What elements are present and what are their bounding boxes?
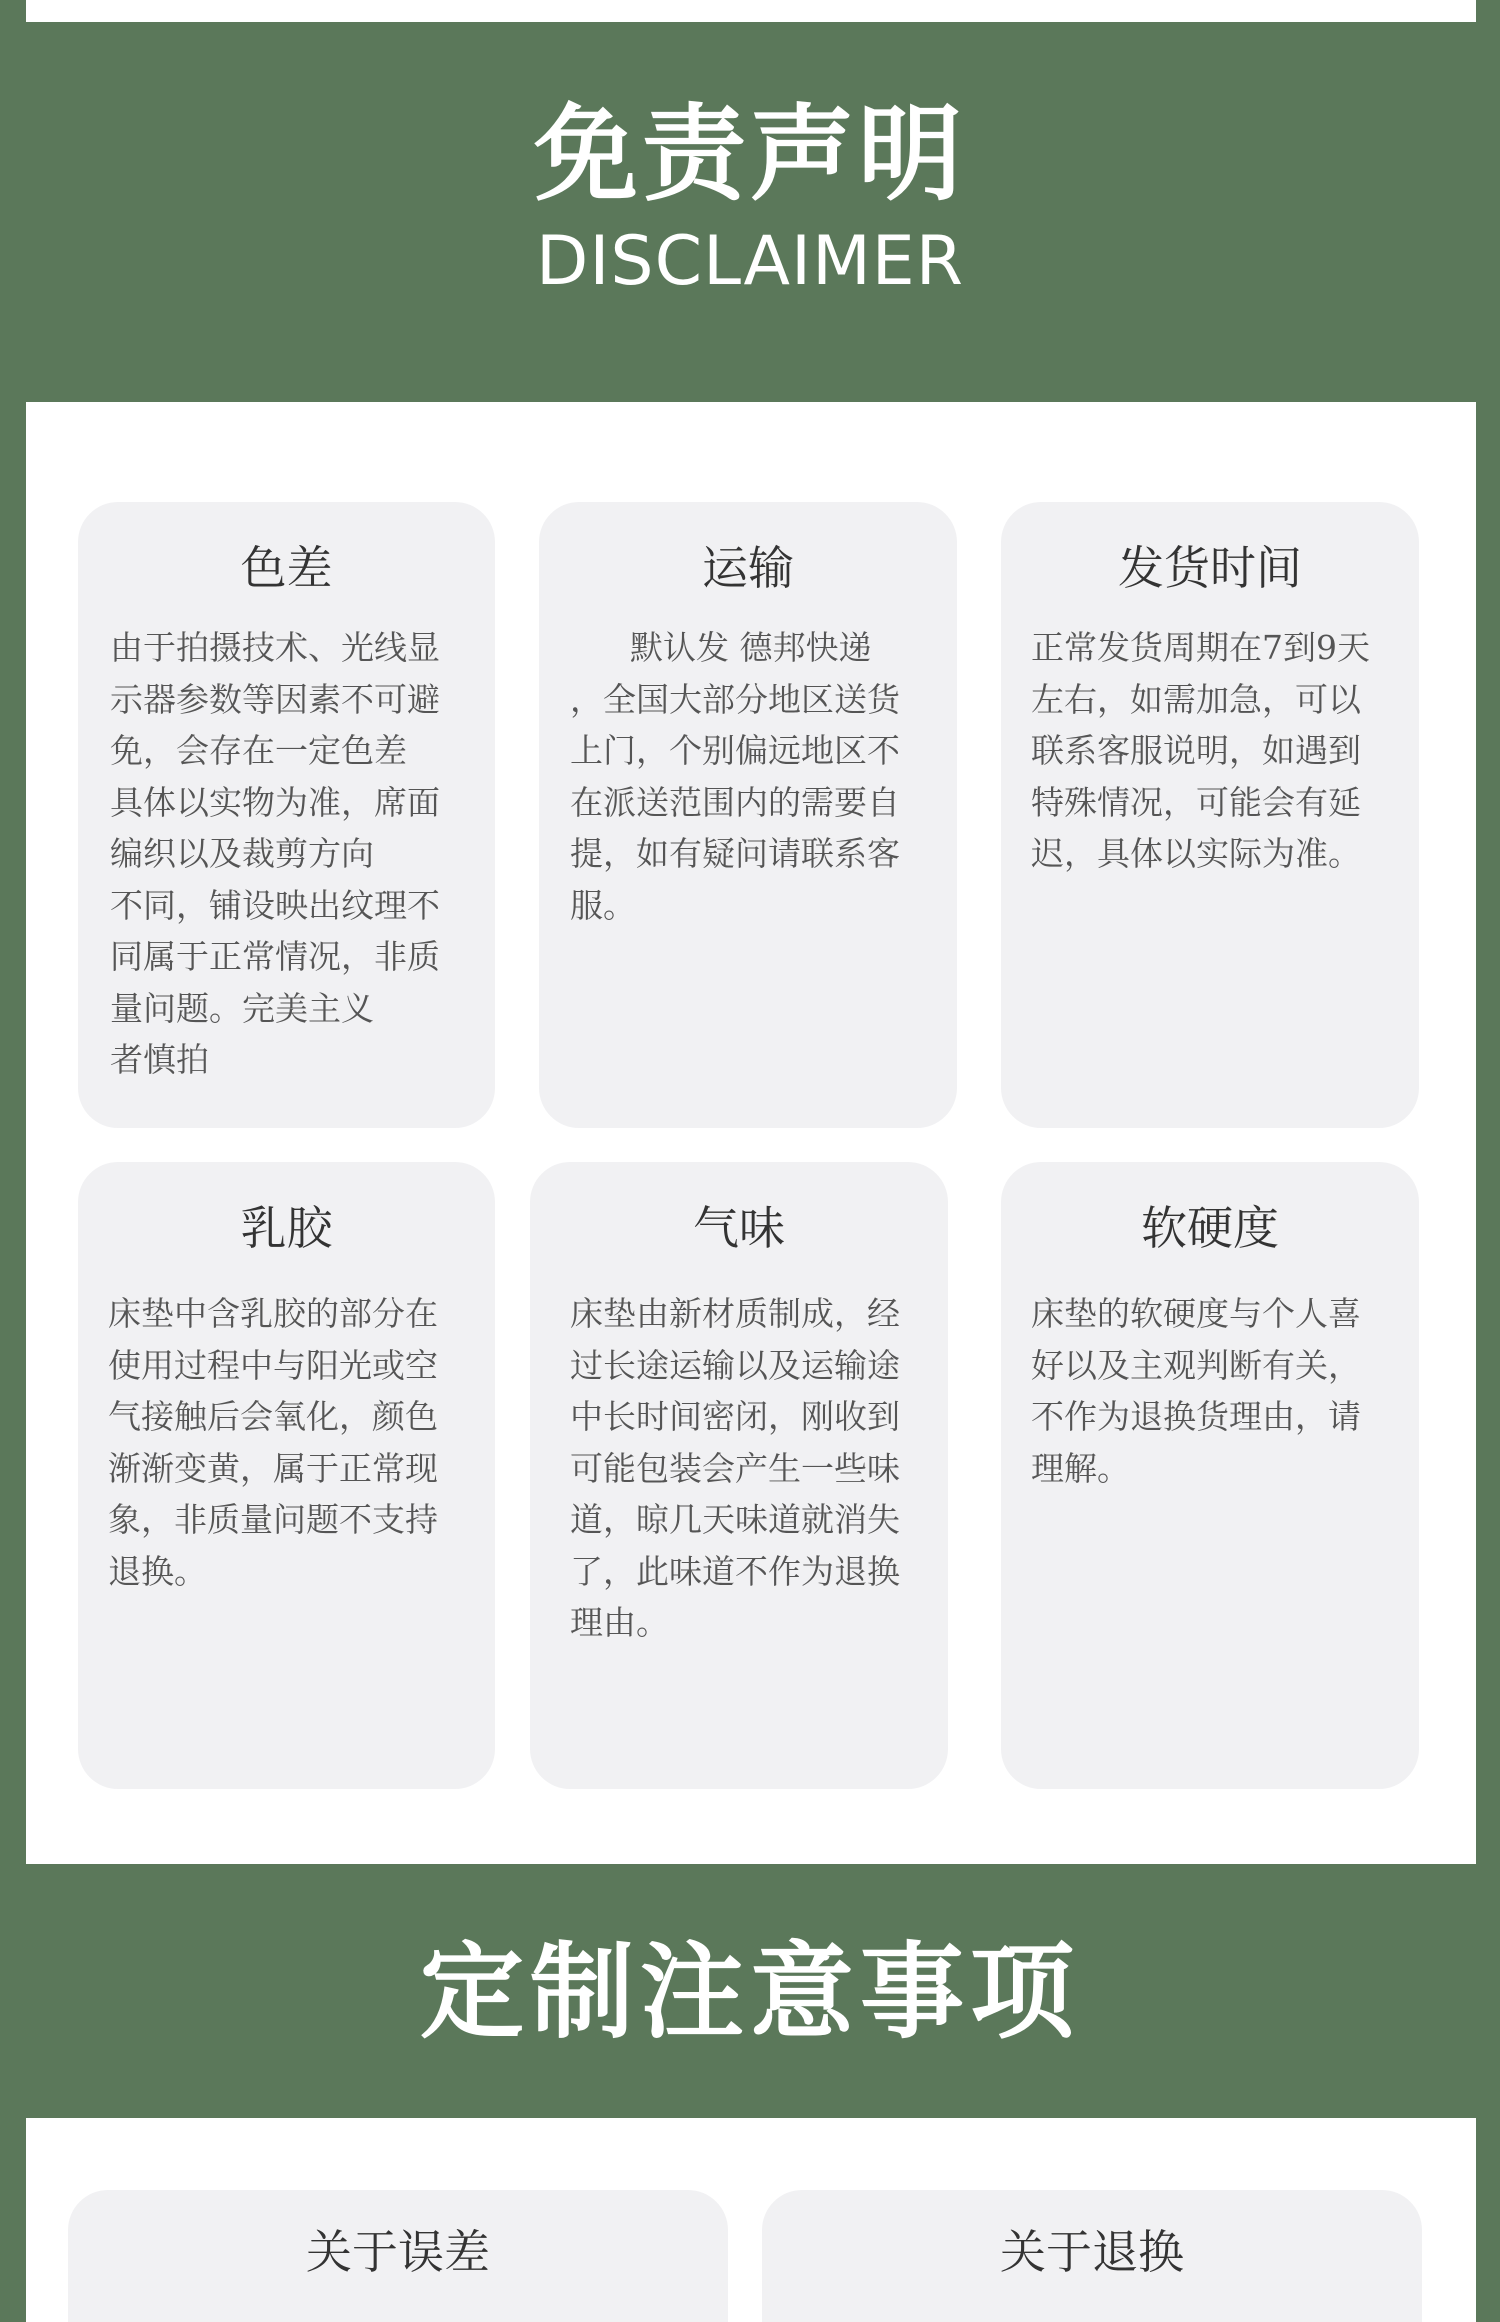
- card-title: 气味: [693, 1201, 785, 1255]
- card-shipping: [539, 502, 957, 1128]
- top-white-strip: [26, 0, 1476, 22]
- card-line: 具体以实物为准，席面: [110, 782, 440, 822]
- card-line: 提，如有疑问请联系客: [570, 834, 900, 873]
- custom-notes-title: 定制注意事项: [419, 1931, 1080, 2053]
- card-line: 不同，铺设映出纹理不: [110, 885, 440, 925]
- card-line: 中长时间密闭，刚收到: [570, 1397, 900, 1436]
- card-line: 量问题。完美主义: [110, 988, 374, 1028]
- card-line: 床垫中含乳胶的部分在: [108, 1294, 438, 1333]
- card-line: 正常发货周期在7到9天: [1031, 628, 1370, 667]
- card-body: [108, 1288, 438, 1597]
- card-body: [570, 622, 900, 931]
- card-line: 在派送范围内的需要自: [570, 782, 900, 822]
- card-line: 了，此味道不作为退换: [570, 1551, 900, 1591]
- card-line: 床垫的软硬度与个人喜: [1031, 1294, 1361, 1333]
- card-latex: [78, 1162, 495, 1789]
- card-line: 默认发 德邦快递: [630, 628, 872, 667]
- card-line: 气接触后会氧化，颜色: [108, 1397, 438, 1436]
- card-line: 理由。: [570, 1603, 669, 1642]
- card-title: 色差: [240, 541, 333, 595]
- disclaimer-title: 免责声明: [533, 93, 966, 215]
- card-line: 联系客服说明，如遇到: [1031, 731, 1361, 770]
- card-line: 示器参数等因素不可避: [110, 679, 440, 719]
- card-odor: [530, 1162, 948, 1789]
- card-line: 道，晾几天味道就消失: [570, 1500, 900, 1539]
- card-line: 好以及主观判断有关，: [1031, 1345, 1361, 1385]
- card-line: 由于拍摄技术、光线显: [110, 628, 440, 667]
- card-line: 渐渐变黄，属于正常现: [108, 1448, 438, 1488]
- card-line: ，全国大部分地区送货: [570, 679, 900, 719]
- card-line: 特殊情况，可能会有延: [1031, 782, 1361, 822]
- card-title: 乳胶: [240, 1201, 333, 1255]
- card-color-difference: [78, 502, 495, 1128]
- card-line: 使用过程中与阳光或空: [108, 1345, 438, 1385]
- card-title: 软硬度: [1141, 1201, 1279, 1255]
- disclaimer-subtitle: DISCLAIMER: [536, 222, 964, 301]
- card-line: 免，会存在一定色差: [110, 731, 407, 770]
- card-title: 关于误差: [306, 2225, 490, 2279]
- card-body: [570, 1288, 900, 1649]
- card-line: 可能包装会产生一些味: [570, 1448, 900, 1488]
- card-delivery-time: [1001, 502, 1419, 1128]
- card-line: 迟，具体以实际为准。: [1031, 834, 1361, 873]
- card-about-error: [68, 2190, 728, 2322]
- card-body: [1031, 622, 1370, 880]
- card-line: 过长途运输以及运输途: [570, 1345, 900, 1385]
- card-line: 上门，个别偏远地区不: [570, 731, 900, 770]
- card-firmness: [1001, 1162, 1419, 1789]
- card-line: 者慎拍: [110, 1040, 209, 1079]
- card-line: 左右，如需加急，可以: [1031, 679, 1361, 719]
- card-line: 编织以及裁剪方向: [110, 834, 374, 873]
- card-body: [110, 622, 440, 1086]
- card-title: 关于退换: [1000, 2225, 1184, 2279]
- card-title: 运输: [702, 541, 794, 595]
- card-line: 理解。: [1031, 1448, 1130, 1488]
- card-body: [1031, 1288, 1361, 1494]
- card-line: 服。: [570, 885, 636, 925]
- card-about-returns: [762, 2190, 1422, 2322]
- card-line: 退换。: [108, 1551, 207, 1591]
- card-line: 不作为退换货理由，请: [1031, 1397, 1361, 1436]
- card-line: 同属于正常情况，非质: [110, 937, 440, 976]
- card-line: 象，非质量问题不支持: [108, 1500, 438, 1539]
- card-title: 发货时间: [1118, 541, 1302, 595]
- card-line: 床垫由新材质制成，经: [570, 1294, 900, 1333]
